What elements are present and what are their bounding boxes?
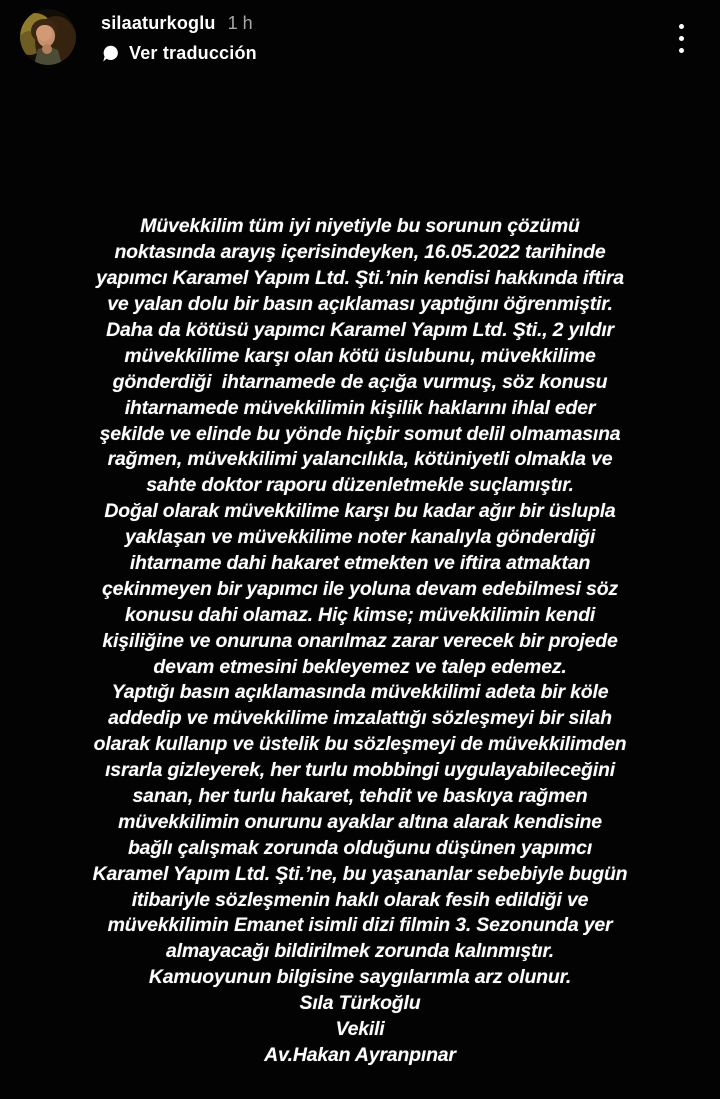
story-line: Doğal olarak müvekkilime karşı bu kadar ağır bir üslupla (104, 500, 616, 523)
story-line: noktasında arayış içerisindeyken, 16.05.2022 tarihinde (114, 241, 606, 264)
story-line: çekinmeyen bir yapımcı ile yoluna devam edebilmesi söz (102, 577, 618, 600)
story-line: itibariyle sözleşmenin haklı olarak fesih edildiği ve (131, 888, 589, 911)
story-line: müvekkilimin Emanet isimli dizi filmin 3. Sezonunda yer (107, 914, 613, 937)
story-text (26, 214, 694, 1068)
story-line: sanan, her turlu hakaret, tehdit ve baskıya rağmen (132, 785, 588, 808)
see-translation-label: Ver traducción (129, 43, 257, 63)
avatar[interactable] (20, 9, 76, 65)
story-line: Av.Hakan Ayranpınar (264, 1043, 456, 1066)
story-line: müvekkilime karşı olan kötü üslubunu, müvekkilime (124, 344, 596, 367)
story-line: Vekili (335, 1018, 385, 1041)
story-line: rağmen, müvekkilimi yalancılıkla, kötüniyetli olmakla ve (107, 448, 613, 471)
story-line: kişiliğine ve onuruna onarılmaz zarar verecek bir projede (102, 629, 618, 652)
story-line: müvekkilimin onurunu ayaklar altına alarak kendisine (118, 810, 602, 833)
story-line: yaklaşan ve müvekkilime noter kanalıyla gönderdiği (124, 526, 596, 549)
story-line: ihtarnamede müvekkilimin kişilik haklarını ihlal eder (124, 396, 596, 419)
story-line: Yaptığı basın açıklamasında müvekkilimi adeta bir köle (111, 681, 609, 704)
story-line: addedip ve müvekkilime imzalattığı sözleşmeyi bir silah (108, 707, 612, 730)
timestamp: 1 h (227, 13, 253, 33)
story-line: bağlı çalışmak zorunda olduğunu düşünen yapımcı (127, 836, 593, 859)
username[interactable]: silaaturkoglu (101, 13, 216, 33)
avatar-photo (20, 9, 76, 65)
story-line: şekilde ve elinde bu yönde hiçbir somut delil olmamasına (99, 422, 621, 445)
three-dots-icon (679, 24, 684, 29)
story-line: sahte doktor raporu düzenletmekle suçlamıştır. (146, 474, 574, 497)
story-line: ve yalan dolu bir basın açıklaması yaptığını öğrenmiştir. (107, 293, 613, 316)
story-line: Müvekkilim tüm iyi niyetiyle bu sorunun çözümü (140, 215, 580, 238)
story-line: yapımcı Karamel Yapım Ltd. Şti.’nin kendisi hakkında iftira (96, 267, 624, 290)
story-line: ihtarname dahi hakaret etmekten ve iftira atmaktan (129, 552, 591, 575)
story-line: olarak kullanıp ve üstelik bu sözleşmeyi de müvekkilimden (93, 733, 627, 756)
story-line: Sıla Türkoğlu (299, 992, 421, 1015)
story-line: konusu dahi olamaz. Hiç kimse; müvekkilimin kendi (124, 603, 596, 626)
story-line: Daha da kötüsü yapımcı Karamel Yapım Ltd. Şti., 2 yıldır (106, 319, 614, 341)
story-line: Kamuoyunun bilgisine saygılarımla arz olunur. (148, 966, 572, 989)
story-header (0, 0, 720, 92)
name-row (101, 13, 257, 34)
story-line: Karamel Yapım Ltd. Şti.’ne, bu yaşananlar sebebiyle bugün (92, 862, 628, 885)
see-translation-button[interactable] (101, 43, 257, 64)
story-line: almayacağı bildirilmek zorunda kalınmıştır. (165, 940, 555, 963)
story-line: ısrarla gizleyerek, her turlu mobbingi uygulayabileceğini (105, 759, 615, 782)
header-text (101, 13, 257, 64)
speech-bubble-icon (101, 45, 119, 63)
story-line: gönderdiği ihtarnamede de açığa vurmuş, söz konusu (112, 370, 608, 393)
story-line: devam etmesini bekleyemez ve talep edemez. (153, 655, 567, 678)
more-options-button[interactable] (670, 18, 692, 58)
